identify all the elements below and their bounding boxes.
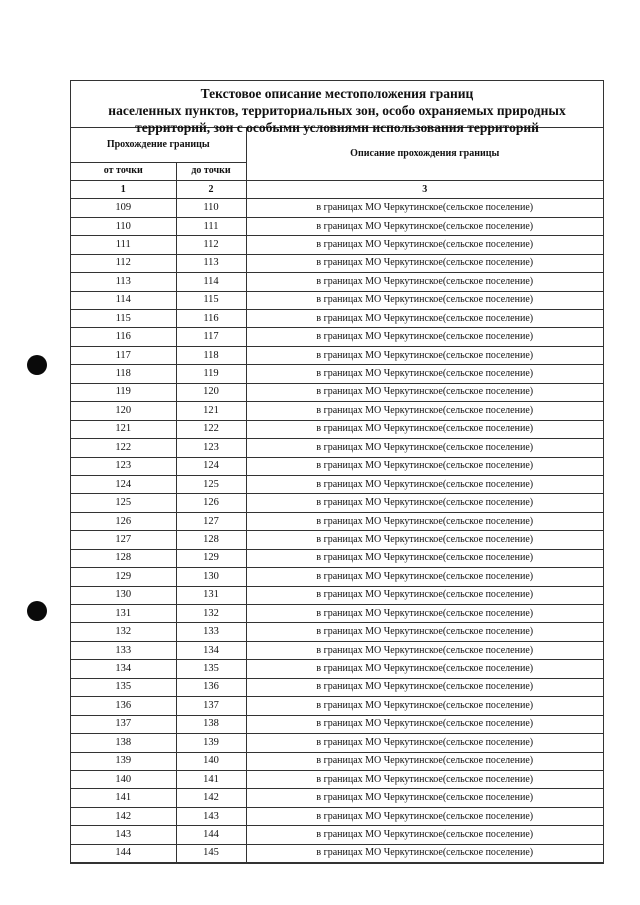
table-row xyxy=(71,273,603,291)
table-row xyxy=(71,623,603,641)
cell-to-point: 139 xyxy=(176,734,246,752)
column-number-1: 1 xyxy=(71,180,176,198)
table-row xyxy=(71,678,603,696)
punch-hole-bottom xyxy=(27,601,47,621)
table-row xyxy=(71,752,603,770)
table-row xyxy=(71,328,603,346)
cell-description: в границах МО Черкутинское(сельское поселение) xyxy=(246,549,603,567)
cell-from-point: 115 xyxy=(71,310,176,328)
column-number-2: 2 xyxy=(176,180,246,198)
title-line-1: Текстовое описание местоположения границ xyxy=(200,86,474,101)
cell-to-point: 144 xyxy=(176,826,246,844)
cell-description: в границах МО Черкутинское(сельское поселение) xyxy=(246,273,603,291)
cell-from-point: 138 xyxy=(71,734,176,752)
cell-to-point: 111 xyxy=(176,217,246,235)
cell-to-point: 141 xyxy=(176,770,246,788)
table-row xyxy=(71,494,603,512)
cell-to-point: 135 xyxy=(176,660,246,678)
cell-from-point: 110 xyxy=(71,217,176,235)
cell-description: в границах МО Черкутинское(сельское поселение) xyxy=(246,531,603,549)
table-row xyxy=(71,199,603,217)
table-row xyxy=(71,236,603,254)
cell-to-point: 122 xyxy=(176,420,246,438)
cell-from-point: 140 xyxy=(71,770,176,788)
cell-description: в границах МО Черкутинское(сельское поселение) xyxy=(246,217,603,235)
cell-to-point: 126 xyxy=(176,494,246,512)
cell-from-point: 129 xyxy=(71,568,176,586)
cell-description: в границах МО Черкутинское(сельское поселение) xyxy=(246,844,603,862)
cell-description: в границах МО Черкутинское(сельское поселение) xyxy=(246,826,603,844)
cell-from-point: 121 xyxy=(71,420,176,438)
cell-from-point: 113 xyxy=(71,273,176,291)
table-body xyxy=(71,199,603,863)
cell-description: в границах МО Черкутинское(сельское поселение) xyxy=(246,346,603,364)
cell-to-point: 130 xyxy=(176,568,246,586)
cell-from-point: 144 xyxy=(71,844,176,862)
cell-description: в границах МО Черкутинское(сельское поселение) xyxy=(246,420,603,438)
cell-description: в границах МО Черкутинское(сельское поселение) xyxy=(246,789,603,807)
cell-from-point: 118 xyxy=(71,365,176,383)
cell-description: в границах МО Черкутинское(сельское поселение) xyxy=(246,402,603,420)
cell-from-point: 124 xyxy=(71,475,176,493)
cell-description: в границах МО Черкутинское(сельское поселение) xyxy=(246,715,603,733)
cell-from-point: 137 xyxy=(71,715,176,733)
table-row xyxy=(71,531,603,549)
cell-description: в границах МО Черкутинское(сельское поселение) xyxy=(246,199,603,217)
cell-from-point: 132 xyxy=(71,623,176,641)
cell-from-point: 128 xyxy=(71,549,176,567)
cell-from-point: 130 xyxy=(71,586,176,604)
cell-from-point: 127 xyxy=(71,531,176,549)
header-from-point: от точки xyxy=(71,162,176,180)
cell-from-point: 112 xyxy=(71,254,176,272)
table-row xyxy=(71,586,603,604)
cell-from-point: 134 xyxy=(71,660,176,678)
cell-description: в границах МО Черкутинское(сельское поселение) xyxy=(246,752,603,770)
cell-to-point: 132 xyxy=(176,605,246,623)
table-row xyxy=(71,660,603,678)
cell-to-point: 118 xyxy=(176,346,246,364)
cell-description: в границах МО Черкутинское(сельское поселение) xyxy=(246,660,603,678)
cell-description: в границах МО Черкутинское(сельское поселение) xyxy=(246,291,603,309)
cell-description: в границах МО Черкутинское(сельское поселение) xyxy=(246,236,603,254)
cell-description: в границах МО Черкутинское(сельское поселение) xyxy=(246,494,603,512)
cell-to-point: 115 xyxy=(176,291,246,309)
table-row xyxy=(71,383,603,401)
cell-to-point: 117 xyxy=(176,328,246,346)
cell-from-point: 136 xyxy=(71,697,176,715)
table-row xyxy=(71,291,603,309)
cell-description: в границах МО Черкутинское(сельское поселение) xyxy=(246,512,603,530)
column-number-3: 3 xyxy=(246,180,603,198)
cell-to-point: 114 xyxy=(176,273,246,291)
cell-from-point: 139 xyxy=(71,752,176,770)
table-row xyxy=(71,568,603,586)
group-header: Прохождение границы xyxy=(71,128,246,162)
cell-from-point: 109 xyxy=(71,199,176,217)
cell-to-point: 110 xyxy=(176,199,246,217)
cell-to-point: 124 xyxy=(176,457,246,475)
cell-description: в границах МО Черкутинское(сельское поселение) xyxy=(246,254,603,272)
table-row xyxy=(71,475,603,493)
cell-to-point: 136 xyxy=(176,678,246,696)
table-row xyxy=(71,457,603,475)
cell-description: в границах МО Черкутинское(сельское поселение) xyxy=(246,734,603,752)
cell-from-point: 119 xyxy=(71,383,176,401)
table-row xyxy=(71,402,603,420)
table-row xyxy=(71,789,603,807)
table-row xyxy=(71,254,603,272)
cell-to-point: 133 xyxy=(176,623,246,641)
table-row xyxy=(71,310,603,328)
cell-description: в границах МО Черкутинское(сельское поселение) xyxy=(246,678,603,696)
cell-to-point: 137 xyxy=(176,697,246,715)
cell-description: в границах МО Черкутинское(сельское поселение) xyxy=(246,457,603,475)
cell-description: в границах МО Черкутинское(сельское поселение) xyxy=(246,365,603,383)
cell-to-point: 131 xyxy=(176,586,246,604)
cell-from-point: 122 xyxy=(71,439,176,457)
cell-from-point: 123 xyxy=(71,457,176,475)
cell-to-point: 134 xyxy=(176,641,246,659)
boundary-description-document xyxy=(70,80,604,864)
cell-to-point: 125 xyxy=(176,475,246,493)
cell-from-point: 125 xyxy=(71,494,176,512)
table-row xyxy=(71,641,603,659)
cell-from-point: 117 xyxy=(71,346,176,364)
cell-to-point: 123 xyxy=(176,439,246,457)
table-row xyxy=(71,826,603,844)
table-row xyxy=(71,365,603,383)
cell-description: в границах МО Черкутинское(сельское поселение) xyxy=(246,641,603,659)
cell-from-point: 116 xyxy=(71,328,176,346)
cell-from-point: 126 xyxy=(71,512,176,530)
cell-from-point: 114 xyxy=(71,291,176,309)
table-row xyxy=(71,217,603,235)
cell-from-point: 111 xyxy=(71,236,176,254)
cell-from-point: 135 xyxy=(71,678,176,696)
table-row xyxy=(71,346,603,364)
table-row xyxy=(71,715,603,733)
cell-to-point: 138 xyxy=(176,715,246,733)
cell-description: в границах МО Черкутинское(сельское поселение) xyxy=(246,568,603,586)
cell-description: в границах МО Черкутинское(сельское поселение) xyxy=(246,383,603,401)
punch-hole-top xyxy=(27,355,47,375)
cell-from-point: 133 xyxy=(71,641,176,659)
cell-description: в границах МО Черкутинское(сельское поселение) xyxy=(246,475,603,493)
cell-to-point: 145 xyxy=(176,844,246,862)
cell-description: в границах МО Черкутинское(сельское поселение) xyxy=(246,623,603,641)
cell-to-point: 113 xyxy=(176,254,246,272)
table-row xyxy=(71,420,603,438)
table-row xyxy=(71,770,603,788)
document-title xyxy=(71,81,603,135)
table-row xyxy=(71,844,603,862)
cell-to-point: 128 xyxy=(176,531,246,549)
cell-from-point: 143 xyxy=(71,826,176,844)
table-row xyxy=(71,439,603,457)
cell-to-point: 116 xyxy=(176,310,246,328)
table-row xyxy=(71,605,603,623)
cell-description: в границах МО Черкутинское(сельское поселение) xyxy=(246,586,603,604)
cell-to-point: 143 xyxy=(176,807,246,825)
cell-to-point: 120 xyxy=(176,383,246,401)
cell-to-point: 129 xyxy=(176,549,246,567)
cell-from-point: 120 xyxy=(71,402,176,420)
cell-to-point: 127 xyxy=(176,512,246,530)
cell-description: в границах МО Черкутинское(сельское поселение) xyxy=(246,697,603,715)
cell-description: в границах МО Черкутинское(сельское поселение) xyxy=(246,807,603,825)
table-row xyxy=(71,734,603,752)
cell-description: в границах МО Черкутинское(сельское поселение) xyxy=(246,605,603,623)
cell-to-point: 112 xyxy=(176,236,246,254)
cell-to-point: 140 xyxy=(176,752,246,770)
cell-from-point: 142 xyxy=(71,807,176,825)
cell-from-point: 131 xyxy=(71,605,176,623)
header-description: Описание прохождения границы xyxy=(246,128,603,180)
table-row xyxy=(71,549,603,567)
cell-to-point: 142 xyxy=(176,789,246,807)
table-row xyxy=(71,807,603,825)
cell-description: в границах МО Черкутинское(сельское поселение) xyxy=(246,310,603,328)
cell-description: в границах МО Черкутинское(сельское поселение) xyxy=(246,770,603,788)
boundary-table xyxy=(71,128,603,863)
cell-description: в границах МО Черкутинское(сельское поселение) xyxy=(246,439,603,457)
cell-to-point: 121 xyxy=(176,402,246,420)
title-line-2: населенных пунктов, территориальных зон, особо охраняемых природных xyxy=(108,103,566,118)
cell-to-point: 119 xyxy=(176,365,246,383)
title-line-3: территорий, зон с особыми условиями использования территорий xyxy=(135,120,539,135)
table-row xyxy=(71,697,603,715)
cell-description: в границах МО Черкутинское(сельское поселение) xyxy=(246,328,603,346)
table-row xyxy=(71,512,603,530)
header-to-point: до точки xyxy=(176,162,246,180)
cell-from-point: 141 xyxy=(71,789,176,807)
